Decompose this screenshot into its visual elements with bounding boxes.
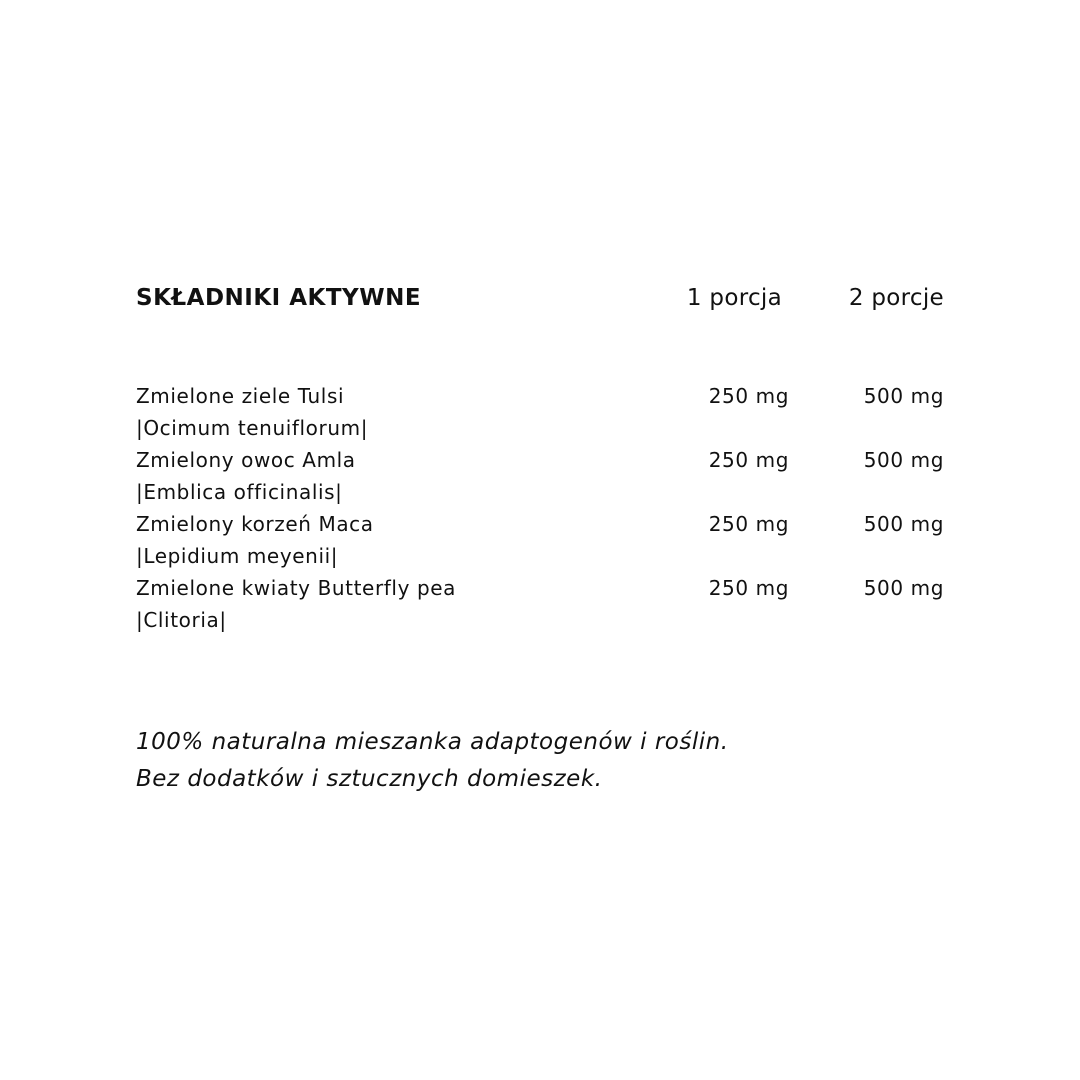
amount-2-portions: 500 mg: [863, 448, 944, 472]
amount-1-portion: 250 mg: [708, 576, 789, 600]
table-row: [136, 380, 944, 444]
amount-2-portions: 500 mg: [863, 384, 944, 408]
table-row: [136, 572, 944, 636]
note-line-2: Bez dodatków i sztucznych domieszek.: [136, 766, 603, 792]
amount-1-portion: 250 mg: [708, 384, 789, 408]
column-header-1-portion: 1 porcja: [686, 285, 782, 311]
amount-2-portions: 500 mg: [863, 512, 944, 536]
amount-1-portion: 250 mg: [708, 448, 789, 472]
table-title: SKŁADNIKI AKTYWNE: [136, 285, 422, 311]
table-row: [136, 508, 944, 572]
note-line-1: 100% naturalna mieszanka adaptogenów i roślin.: [136, 729, 729, 755]
amount-2-portions: 500 mg: [863, 576, 944, 600]
column-header-2-portions: 2 porcje: [848, 285, 944, 311]
product-note: [136, 724, 729, 798]
ingredient-name: Zmielony korzeń Maca: [136, 512, 374, 536]
ingredients-list: [136, 380, 944, 636]
table-row: [136, 444, 944, 508]
ingredient-latin-name: |Lepidium meyenii|: [136, 544, 339, 568]
ingredient-name: Zmielone kwiaty Butterfly pea: [136, 576, 457, 600]
amount-1-portion: 250 mg: [708, 512, 789, 536]
ingredient-latin-name: |Clitoria|: [136, 608, 227, 632]
ingredient-name: Zmielone ziele Tulsi: [136, 384, 345, 408]
ingredient-latin-name: |Emblica officinalis|: [136, 480, 343, 504]
ingredient-name: Zmielony owoc Amla: [136, 448, 356, 472]
ingredient-latin-name: |Ocimum tenuiflorum|: [136, 416, 369, 440]
